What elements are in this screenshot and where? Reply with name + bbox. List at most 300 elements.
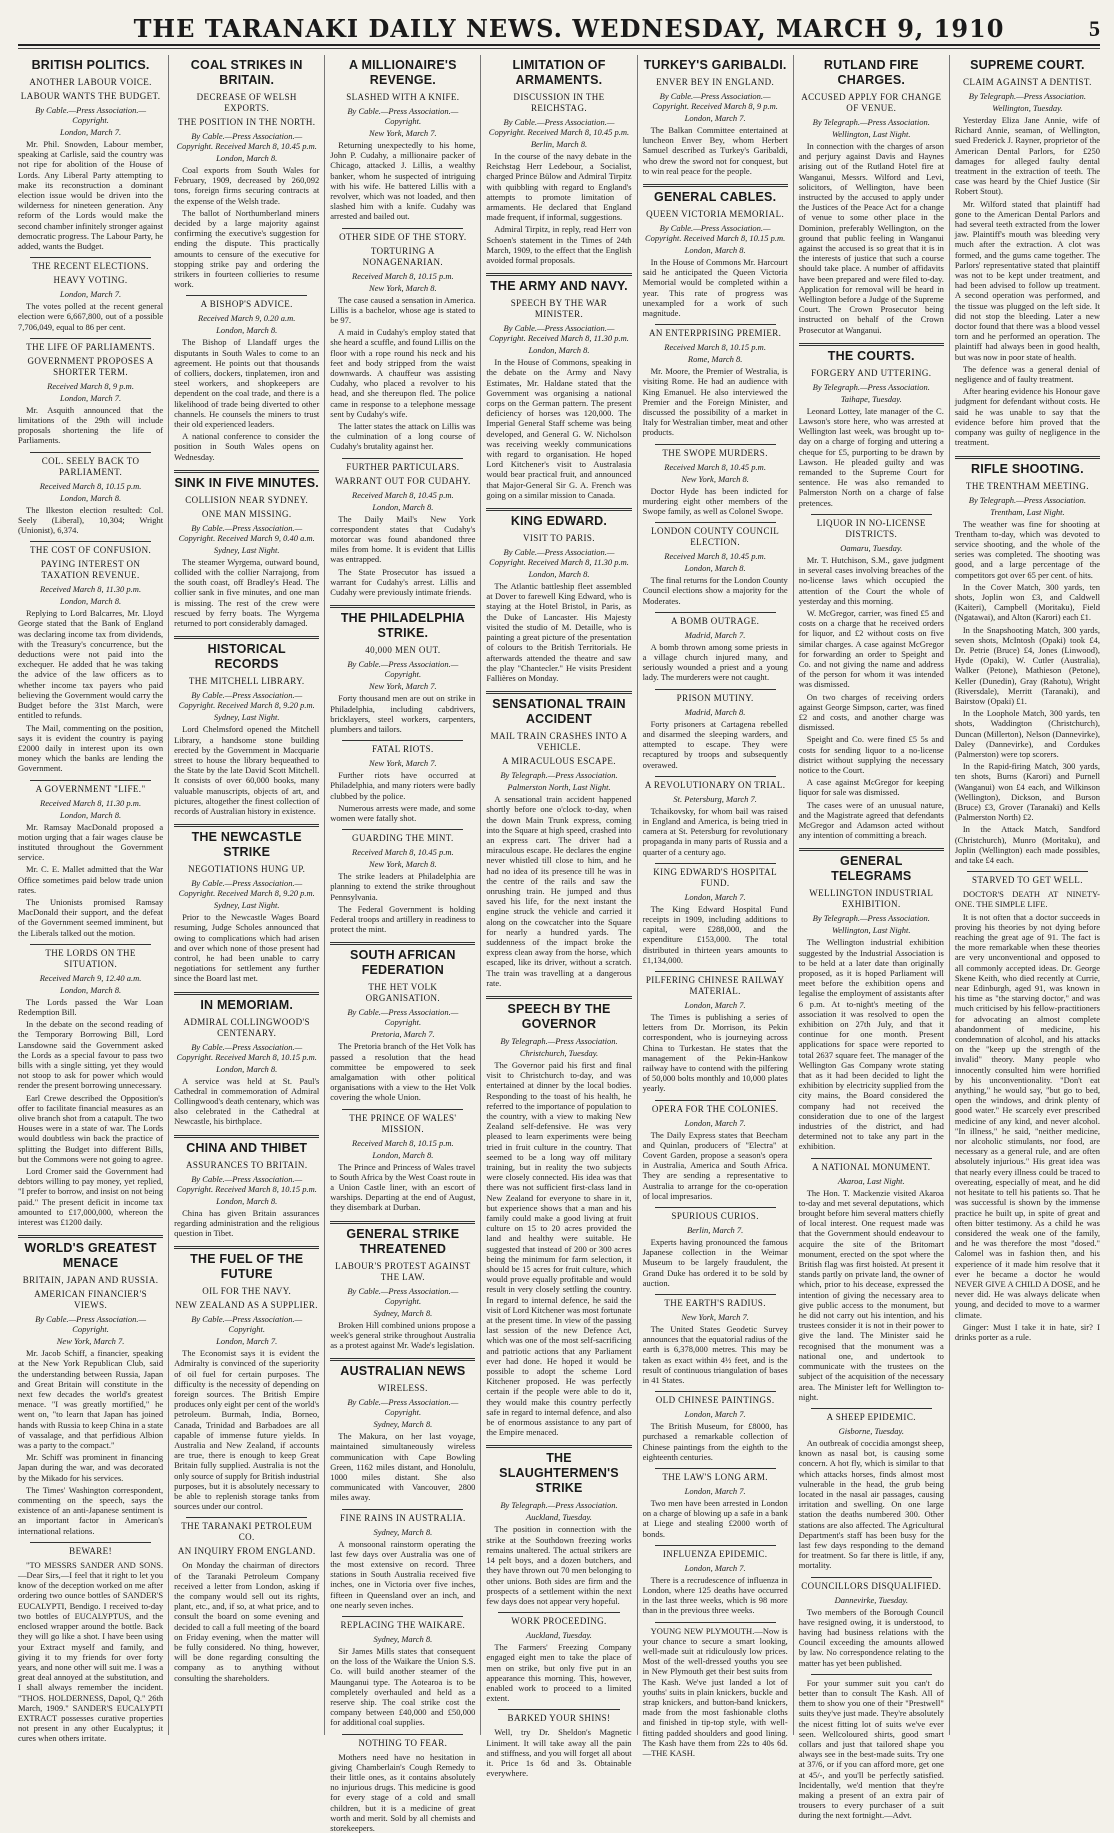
story-divider: [967, 871, 1088, 872]
article-subhead: HEAVY VOTING.: [53, 275, 128, 286]
article-paragraph: The Times is publishing a series of letters from Dr. Morrison, its Pekin correspondent, who is journeying across China to Turkestan. He states that the management of the Pekin-Hankow railway have to contend with the pilfering of 50,000 bolts monthly and 10,000 plates yearly.: [642, 1011, 788, 1094]
article-credit: By Cable.—Press Association.—Copyright.: [347, 1397, 459, 1418]
section-divider: [174, 1135, 319, 1138]
article-headline: THE NEWCASTLE STRIKE: [191, 830, 302, 860]
article-subhead: THE TARANAKI PETROLEUM CO.: [181, 1521, 313, 1543]
article-subhead: GUARDING THE MINT.: [352, 833, 454, 844]
article: [486, 691, 631, 988]
article: [799, 1674, 944, 1821]
article-headline: A MILLIONAIRE'S REVENGE.: [349, 58, 457, 87]
article-headline: GENERAL STRIKE THREATENED: [346, 1226, 460, 1256]
article-paragraph: The ballot of Northumberland miners decided by a large majority against confirming the executive's suggestion for ending the dispute. This practically amounts to censure of the executive for stopping strike pay and ordering the strikers in fourteen collieries to resume work.: [174, 207, 320, 290]
article-paragraph: The Daily Express states that Beecham and Quinlan, producers of "Electra" at Covent Garden, propose a season's opera in Australia, America and South Africa. They are sending a representative to Australia to arrange for the co-operation of local impresarios.: [642, 1129, 788, 1201]
article-subhead: A NATIONAL MONUMENT.: [812, 1161, 931, 1172]
article: [486, 1445, 631, 1606]
article-dateline: London, March 8.: [216, 325, 278, 336]
story-divider: [342, 829, 463, 830]
story-divider: [30, 338, 151, 339]
article-dateline: New York, March 7.: [369, 681, 437, 692]
article-credit: Received March 8, 10.45 p.m.: [352, 489, 454, 500]
article-dateline: New York, March 8.: [369, 859, 437, 870]
article: [174, 1517, 319, 1682]
article-paragraph: Speight and Co. were fined £5 5s and costs for sending liquor to a no-license district without supplying the necessary notice to the Court.: [798, 734, 944, 775]
article-paragraph: The Unionists promised Ramsay MacDonald their support, and the defeat of the Government seemed imminent, but the Liberals talked out the motion.: [18, 896, 164, 938]
article-paragraph: In the Snapshooting Match, 300 yards, seven shots, McIntosh (Opaki) took £4, Dr. Petrie (Bruce) £4, Jones (Linwood), Hyde (Opaki), W. Cutler (Australia), Walker (Petone), Mathieson (Petone), Keller (Dunedin), Gray (Rahotu), Wright (Riversdale), Merritt (Taranaki), and Bairstow (Opaki) £1.: [954, 624, 1100, 706]
article-paragraph: After hearing evidence his Honour gave judgment for defendant without costs. He said he was unable to say that the evidence before him proved that the company was guilty of negligence in the treatment.: [954, 386, 1100, 448]
article-paragraph: Forty thousand men are out on strike in Philadelphia, including cabdrivers, bricklayers, steel workers, carpenters, plumbers and tailors.: [330, 693, 476, 734]
article: [174, 636, 319, 816]
article: [799, 848, 944, 1151]
article-credit: By Telegraph.—Press Association.: [500, 1035, 618, 1046]
story-divider: [655, 1294, 776, 1295]
article-subhead: AN ENTERPRISING PREMIER.: [648, 328, 782, 339]
article-dateline: Christchurch, Tuesday.: [519, 1047, 599, 1058]
article-subhead: COLLISION NEAR SYDNEY.: [185, 494, 309, 505]
article-credit: By Cable.—Press Association.—Copyright.: [35, 1314, 147, 1335]
article-paragraph: Prior to the Newcastle Wages Board resuming, Judge Scholes announced that owing to complications which had arisen and over which none of those present had control, he had been unable to carry negotiations for settlement any further since the Board last met.: [174, 912, 320, 984]
story-divider: [655, 971, 776, 972]
article: [643, 689, 788, 770]
article-credit: Received March 8, 10.45 p.m.: [664, 551, 766, 562]
article-subhead: ADMIRAL COLLINGWOOD'S CENTENARY.: [183, 1016, 310, 1038]
article-paragraph: YOUNG NEW PLYMOUTH.—Now is your chance to secure a smart looking, well-made suit at ridiculously low prices. Most of the well-dressed youths you see in New Plymouth get their best suits from The Kash. We've just landed a lot of youths' suits in plain knickers, buckle and strap knickers, and button-band knickers, made from the most fashionable cloths and finished in tip-top style, with well-fitting padded shoulders and good lining. The Kash have them from 22s to 40s 6d.—THE KASH.: [642, 1625, 788, 1759]
story-divider: [186, 295, 307, 296]
section-divider: [486, 996, 631, 999]
column-5: [637, 55, 793, 1759]
article-subhead: THE EARTH'S RADIUS.: [664, 1298, 766, 1308]
article-paragraph: The strike leaders at Philadelphia are planning to extend the strike throughout Pennsylvania.: [330, 871, 476, 902]
article-paragraph: The final returns for the London County Council elections show a majority for the Moderates.: [642, 575, 788, 606]
article: [174, 58, 319, 289]
article-credit: By Cable.—Press Association.—Copyright. Received March 8, 11.30 p.m.: [489, 547, 629, 568]
article-subhead: INFLUENZA EPIDEMIC.: [662, 1548, 768, 1559]
column-1: [18, 55, 168, 1744]
section-divider: [18, 1235, 163, 1238]
article-subhead: 40,000 MEN OUT.: [365, 645, 441, 656]
article-credit: By Telegraph.—Press Association.: [968, 91, 1087, 101]
article-paragraph: Replying to Lord Balcarres, Mr. Lloyd George stated that the Bank of England was declaring income tax from dividends, with the Treasury's concurrence, but the deductions were not paid into the exchequer. He added that he was taking the advice of the law officers as to whether income tax payers who paid believing the Government would carry the Budget before the 31st March, were entitled to refunds.: [18, 608, 164, 721]
article-paragraph: The defence was a general denial of negligence and of faulty treatment.: [954, 363, 1100, 385]
article: [643, 863, 788, 965]
article: [330, 605, 475, 734]
article-subhead: PAYING INTEREST ON TAXATION REVENUE.: [40, 559, 141, 581]
article: [643, 1294, 788, 1385]
article-paragraph: Doctor Hyde has been indicted for murdering eight other members of the Swope family, as well as Colonel Swope.: [642, 485, 788, 517]
article-subhead: BEWARE!: [69, 1545, 112, 1556]
story-divider: [30, 944, 151, 945]
article: [643, 1207, 788, 1288]
article-paragraph: Leonard Lottey, late manager of the C. Lawson's store here, who was arrested at Wellington last week, was brought up to-day on a charge of forging and uttering a cheque for £5, purporting to be drawn by Lawson. He pleaded guilty and was remanded to the Supreme Court for sentence. He was also remanded to Palmerston North on a charge of false pretences.: [798, 405, 944, 508]
article-credit: Received March 8, 9 p.m.: [47, 380, 134, 391]
section-divider: [799, 343, 944, 346]
article-headline: SENSATIONAL TRAIN ACCIDENT: [492, 697, 626, 727]
column-4: [480, 55, 636, 1779]
story-divider: [342, 740, 463, 741]
story-divider: [30, 452, 151, 453]
article: [330, 1616, 475, 1728]
article-subhead: NEW ZEALAND AS A SUPPLIER.: [175, 1300, 318, 1311]
article-subhead: WELLINGTON INDUSTRIAL EXHIBITION.: [809, 888, 934, 910]
article-dateline: New York, March 8.: [681, 473, 749, 484]
story-divider: [811, 1408, 932, 1409]
article: [643, 1468, 788, 1539]
article-paragraph: The Hon. T. Mackenzie visited Akaroa to-day and met several deputations, which brought before him several matters chiefly of local interest. One request made was that the Government should endeavour to acquire the site of the Britomart monument, erected on the spot where the British flag was first hoisted. At present it stands partly on private land, the owner of which, prior to his decease, expressed the intention of giving the necessary area to give public access to the monument, but he did not carry out his intention, and his trustees consider it is not in their power to give the land. The Minister said he recognised that the monument was a national one, and undertook to communicate with the trustees on the subject of the acquisition of the necessary area. The Minister left for Wellington to-night.: [798, 1187, 944, 1402]
article-headline: SOUTH AFRICAN FEDERATION: [350, 948, 456, 978]
article-dateline: Sydney, March 8.: [373, 1307, 433, 1318]
story-divider: [342, 1734, 463, 1735]
article-dateline: London, March 8.: [684, 563, 746, 574]
section-divider: [174, 824, 319, 827]
article-paragraph: The Bishop of Llandaff urges the disputants in South Wales to come to an agreement. He points out that thousands of colliers, dockers, tinplatemen, iron and steel workers, and shopkeepers are dependent on the coal trade, and there is a likelihood of trade being diverted to other channels. He counsels the miners to trust their old experienced leaders.: [174, 337, 320, 430]
article: [643, 184, 788, 318]
article-subhead: MAIL TRAIN CRASHES INTO A VEHICLE.: [490, 731, 628, 753]
article-subhead: BRITAIN, JAPAN AND RUSSIA.: [22, 1275, 159, 1286]
article-paragraph: The Economist says it is evident the Admiralty is convinced of the superiority of oil fuel for certain purposes. The difficulty is the necessity of depending on foreign sources. The British Empire produces only eight per cent of the world's petroleum. Burmah, India, Borneo, Canada, Trinidad and Barbadoes are all capable of immense future yields. In Australia and New Zealand, if accounts are true, there is enough to keep Great Britain fully supplied. Australia is not the only source of supply for British industrial purposes, but it is absolutely necessary to be able to replenish storage tanks from sources under our control.: [174, 1348, 320, 1512]
article-headline: LIMITATION OF ARMAMENTS.: [512, 58, 606, 87]
article: [330, 1109, 475, 1213]
article-dateline: New York, March 7.: [56, 1336, 125, 1347]
article-headline: THE COURTS.: [827, 348, 915, 363]
article-credit: By Cable.—Press Association.—Copyright. Received March 9, 0.40 a.m.: [178, 522, 315, 543]
article-paragraph: The Makura, on her last voyage, maintained simultaneously wireless communication with Cape Bowling Green, 1162 miles distant, and Honolulu, 1000 miles distant. She also communicated with Vancouver, 2800 miles away.: [330, 1431, 476, 1503]
article: [799, 343, 944, 508]
article-headline: IN MEMORIAM.: [200, 997, 294, 1012]
article-subhead: AMERICAN FINANCIER'S VIEWS.: [34, 1289, 148, 1311]
article: [643, 612, 788, 683]
article-subhead: WIRELESS.: [377, 1383, 428, 1394]
article-subhead: KING EDWARD'S HOSPITAL FUND.: [653, 866, 777, 888]
article-subhead: OLD CHINESE PAINTINGS.: [655, 1395, 775, 1406]
article: [486, 273, 631, 500]
article-paragraph: In the course of the navy debate in the Reichstag Herr Ledebour, a Socialist, charged Prince Bülow and Admiral Tirpitz with quibbling with regard to England's attempts to promote limitation of armaments. He declared that England made frequent, if informal, suggestions.: [486, 151, 632, 223]
article: [18, 1542, 163, 1744]
article: [643, 58, 788, 176]
article-paragraph: The Daily Mail's New York correspondent states that Cudahy's motorcar was found abandoned three miles from home. It is evident that Lillis was entrapped.: [330, 513, 476, 565]
article-paragraph: In the Loophole Match, 300 yards, ten shots, Waddington (Christchurch), Duncan (Millerton), Nelson (Dannevirke), Daley (Dannevirke), and Cordukes (Palmerston) were top scorers.: [954, 708, 1100, 759]
article-subhead: WORK PROCEEDING.: [511, 1616, 607, 1627]
article-subhead: OPERA FOR THE COLONIES.: [651, 1103, 779, 1114]
article: [174, 992, 319, 1127]
article-paragraph: The Governor paid his first and final visit to Christchurch to-day, and was entertained at dinner by the local bodies. Responding to the toast of his health, he referred to the importance of population to the country, with a view to making New Zealand self-defensive. He was very pleased to learn experiments were being tried in fruit culture in the country. That seemed to be a long way off military training, but in reality the two subjects were closely connected. His idea was that there was not sufficient first-class land in New Zealand for everyone to share in it, but experience shows that a man and his family could make a good living at fruit culture on 15 to 20 acres provided the land and healthy were suitable. He suggested that instead of 200 or 300 acres being the minimum for farm selection, it should be 15 acres for fruit culture, which would prove equally profitable and would result in very closely settling the country. In regard to internal defence, he said the visit of Lord Kitchener was most fortunate at the present time. In view of the passing last session of the new Defence Act, which was one of the most self-sacrificing and patriotic actions that any Parliament ever had done. He hoped it would be possible to adopt the scheme Lord Kitchener proposed. He was perfectly certain if the people were able to do it, they would make this country perfectly safe in regard to internal defence, and also be of enormous assistance to any part of the Empire menaced.: [486, 1059, 632, 1438]
article-credit: Received March 8, 10.15 p.m.: [664, 342, 766, 353]
article-subhead: ANOTHER LABOUR VOICE.: [29, 77, 152, 87]
article-subhead: ACCUSED APPLY FOR CHANGE OF VENUE.: [801, 92, 942, 113]
article: [330, 1509, 475, 1610]
story-divider: [655, 444, 776, 445]
article: [799, 1408, 944, 1571]
article-dateline: Oamaru, Tuesday.: [840, 542, 903, 553]
article-paragraph: A service was held at St. Paul's Cathedral in commemoration of Admiral Collingwood's death centenary, which was also celebrated in the Cathedral at Newcastle, his birthplace.: [174, 1075, 320, 1127]
story-divider: [498, 1612, 619, 1613]
article: [18, 338, 163, 446]
article-credit: By Cable.—Press Association.—Copyright. Received March 8, 10.45 p.m.: [176, 131, 317, 151]
article-dateline: London, March 8.: [60, 984, 122, 995]
article-dateline: London, March 7.: [684, 1409, 746, 1420]
article: [643, 1100, 788, 1201]
article-paragraph: The King Edward Hospital Fund receipts in 1909, including additions to capital, were £288,000, and the expenditure £153,000. The total distributed in thirteen years amounts to £1,134,000.: [642, 903, 788, 965]
article-paragraph: In the House of Commons Mr. Harcourt said he anticipated the Queen Victoria Memorial would be completed within a year. This rate of progress was unexampled for a work of such magnitude.: [642, 257, 788, 319]
article-paragraph: Numerous arrests were made, and some women were fatally shot.: [330, 802, 476, 823]
article-credit: By Cable.—Press Association.—Copyright. Received March 8, 9.20 p.m.: [178, 878, 315, 899]
article: [643, 1545, 788, 1616]
article-subhead: A SHEEP EPIDEMIC.: [826, 1411, 916, 1422]
article-dateline: London, March 8.: [60, 596, 122, 607]
article-paragraph: The Farmers' Freezing Company engaged eight men to take the place of men on strike, but only five put in an appearance this morning. This, however, enabled work to proceed to a limited extent.: [486, 1642, 632, 1704]
story-divider: [655, 689, 776, 690]
article-subhead: THE LIFE OF PARLIAMENTS.: [26, 341, 155, 352]
masthead-rule: [18, 48, 1100, 49]
article-subhead: NOTHING TO FEAR.: [358, 1737, 448, 1748]
article-dateline: Sydney, March 8.: [373, 1634, 433, 1645]
article-dateline: London, March 7.: [684, 113, 746, 123]
article: [955, 58, 1100, 448]
article-subhead: SLASHED WITH A KNIFE.: [346, 92, 460, 102]
article-dateline: Sydney, Last Night.: [213, 712, 280, 723]
article-subhead: FORGERY AND UTTERING.: [811, 367, 932, 378]
column-3: [324, 55, 480, 1833]
article-paragraph: The Wellington industrial exhibition suggested by the Industrial Association is to be held at a later date than originally proposed, as it is hoped Parliament will meet before the exhibition opens and legalise the employment of assistants after 6 p.m. At to-night's meeting of the association it was resolved to open the exhibition on 27th July, and that it continue for one month. Present applications for space were reported to total 2637 square feet. The manager of the Wellington Gas Company wrote stating that as it had been decided to light the exhibition by electricity supplied from the city mains, the Board considered the company had not received the consideration due to one of the largest industries of the district, and had determined not to take any part in the exhibition.: [798, 937, 944, 1152]
article-paragraph: Well, try Dr. Sheldon's Magnetic Liniment. It will take away all the pain and stiffness, and you will forget all about it. Price 1s 6d and 3s. Obtainable everywhere.: [486, 1727, 632, 1779]
article-paragraph: On two charges of receiving orders against George Simpson, carter, was fined £2 and costs, and another charge was dismissed.: [798, 691, 944, 733]
article-dateline: London, March 8.: [684, 245, 746, 256]
article-dateline: London, March 8.: [60, 809, 122, 820]
article-dateline: Sydney, Last Night.: [213, 900, 280, 911]
article-credit: By Cable.—Press Association.—Copyright.: [35, 105, 147, 125]
article-dateline: Wellington, Tuesday.: [992, 103, 1063, 113]
article-paragraph: Tchaikovsky, for whom bail was raised in England and America, is being tried in camera at St. Petersburg for revolutionary propaganda in many parts of Russia and a quarter of a century ago.: [642, 805, 788, 857]
column-6: [793, 55, 949, 1821]
article-subhead: PILFERING CHINESE RAILWAY MATERIAL.: [645, 974, 785, 996]
article: [18, 1235, 163, 1536]
article-paragraph: Mr. T. Hutchison, S.M., gave judgment in several cases involving breaches of the no-license laws which occupied the attention of the Court the whole of yesterday and this morning.: [798, 554, 944, 606]
article-paragraph: Two men have been arrested in London on a charge of blowing up a safe in a bank at Liege and stealing £2000 worth of bonds.: [642, 1498, 788, 1539]
article-credit: Received March 8, 10.15 p.m.: [352, 270, 454, 281]
story-divider: [655, 1468, 776, 1469]
article-subhead: THE LORDS ON THE SITUATION.: [45, 947, 136, 969]
article-credit: By Cable.—Press Association.—Copyright. Received March 8, 9.20 p.m.: [178, 690, 315, 711]
article-subhead: THE COST OF CONFUSION.: [29, 545, 152, 556]
article: [643, 522, 788, 606]
article: [174, 1246, 319, 1511]
story-divider: [30, 780, 151, 781]
story-divider: [811, 1577, 932, 1578]
article-dateline: London, March 8.: [216, 1063, 278, 1074]
article-headline: THE FUEL OF THE FUTURE: [190, 1252, 304, 1282]
article-dateline: Sydney, Last Night.: [213, 544, 280, 555]
article-paragraph: China has given Britain assurances regarding administration and the religious question in Tibet.: [174, 1207, 320, 1238]
article: [486, 1612, 631, 1703]
section-divider: [174, 1246, 319, 1249]
article: [799, 58, 944, 335]
article: [18, 58, 163, 251]
article-subhead: VISIT TO PARIS.: [523, 533, 595, 544]
article-paragraph: The weather was fine for shooting at Trentham to-day, which was devoted to service shooting, and the whole of the series was completed. The shooting was good, and a large percentage of the competitors got over 65 per cent. of hits.: [954, 518, 1100, 580]
article-paragraph: The Mail, commenting on the position, says it is evident the country is paying £2000 daily in interest upon its own money which the banks are lending the Government.: [18, 722, 164, 774]
article-subhead: PRISON MUTINY.: [676, 692, 754, 703]
article-paragraph: Mr. Asquith announced that the limitations of the 29th will include proposals shortening the life of Parliaments.: [18, 404, 164, 446]
article-paragraph: The position in connection with the strike at the Southdown freezing works remains unaltered. The actual strikers are 14 pelt boys, and a dozen butchers, and they have thrown out 70 men belonging to other unions. Both sides are firm and the prospects of a settlement within the next few days does not appear very hopeful.: [486, 1524, 632, 1606]
article-credit: By Telegraph.—Press Association.: [812, 117, 930, 127]
article-paragraph: Lord Chelmsford opened the Mitchell Library, a handsome stone building erected by the Government in Macquarie street to house the library bequeathed to the State by the late David Scott Mitchell. It consists of over 60,000 books, many valuable manuscripts, objects of art, and pictures, altogether the finest collection of records of Australian history in existence.: [174, 724, 320, 816]
article-subhead: A BOMB OUTRAGE.: [671, 615, 760, 626]
column-2: [168, 55, 324, 1735]
article-credit: By Cable.—Press Association.—Copyright. Received March 8, 10.15 p.m.: [644, 223, 786, 244]
section-divider: [799, 848, 944, 851]
article-dateline: Trentham, Last Night.: [990, 506, 1065, 517]
article: [643, 971, 788, 1094]
story-divider: [655, 776, 776, 777]
article-credit: By Cable.—Press Association.—Copyright.: [347, 659, 459, 680]
article-subhead: BARKED YOUR SHINS!: [507, 1713, 611, 1724]
article-credit: By Telegraph.—Press Association.: [968, 494, 1087, 505]
article-subhead: ASSURANCES TO BRITAIN.: [185, 1159, 308, 1170]
article-dateline: London, March 7.: [684, 999, 746, 1010]
article-subhead: COL. SEELY BACK TO PARLIAMENT.: [41, 455, 140, 477]
article-subhead: A MIRACULOUS ESCAPE.: [502, 756, 616, 767]
article: [330, 942, 475, 1102]
article-paragraph: The Federal Government is holding Federal troops and artillery in readiness to protect the mint.: [330, 903, 476, 935]
story-divider: [30, 1542, 151, 1543]
article-paragraph: Mr. Moore, the Premier of Westralia, is visiting Rome. He had an audience with King Emanuel. He also interviewed the Premier and the Foreign Minister, and discussed the possibility of a market in Italy for Westralian timber, meat and other products.: [642, 366, 788, 438]
article: [174, 470, 319, 628]
article-dateline: London, March 7.: [684, 891, 746, 902]
article-subhead: FINE RAINS IN AUSTRALIA.: [340, 1512, 466, 1523]
article-dateline: London, March 7.: [684, 1486, 746, 1497]
story-divider: [655, 612, 776, 613]
article: [330, 1221, 475, 1351]
article: [330, 228, 475, 452]
article-dateline: Auckland, Tuesday.: [526, 1630, 592, 1641]
article-credit: By Cable.—Press Association.—Copyright. Received March 8, 10.45 p.m.: [488, 117, 630, 137]
article-paragraph: Lord Cromer said the Government had debtors willing to pay money, yet replied, "I prefer to borrow, and insist on not being paid." The present deficit in income tax amounted to £17,000,000, whereon the interest was £1200 daily.: [18, 1166, 164, 1228]
article-paragraph: A maid in Cudahy's employ stated that she heard a scuffle, and found Lillis on the floor with a rope round his neck and his feet and body stripped from the waist downwards. A chauffeur was assisting Cudahy, who placed a revolver to his head, and she thereupon fled. The police came in response to a telephone message sent by Cudahy's wife.: [330, 327, 476, 419]
article-paragraph: The Atlantic battleship fleet assembled at Dover to farewell King Edward, who is staying at the Hotel Bristol, in Paris, as the Duke of Lancaster. His Majesty visited the studio of M. Detaille, who is painting a great picture of the presentation of colours to the British Territorials. He afterwards attended the theatre and saw the play "Chantecler." He visits President Fallières on Monday.: [486, 581, 632, 683]
article-credit: By Cable.—Press Association.—Copyright.: [347, 106, 459, 126]
article-dateline: London, March 7.: [60, 289, 122, 300]
article-subhead: SPEECH BY THE WAR MINISTER.: [510, 298, 608, 320]
article-headline: BRITISH POLITICS.: [31, 58, 150, 72]
story-divider: [655, 324, 776, 325]
article-dateline: New York, March 7.: [369, 758, 437, 769]
article-headline: KING EDWARD.: [510, 514, 608, 529]
article-credit: By Cable.—Press Association.—Copyright.: [191, 1314, 303, 1335]
article-subhead: OTHER SIDE OF THE STORY.: [339, 231, 467, 242]
article-subhead: STARVED TO GET WELL.: [971, 875, 1083, 886]
article-paragraph: W. McGregor, carrier, was fined £5 and costs on a charge that he received orders for liquor, and £2 without costs on five similar charges. A case against McGregor for forwarding an order to Speight and Co. and not giving the name and address of the person for whom it was intended was dismissed.: [798, 607, 944, 690]
article-headline: RUTLAND FIRE CHARGES.: [823, 58, 919, 87]
article-subhead: A REVOLUTIONARY ON TRIAL.: [644, 779, 786, 790]
article-paragraph: In the Rapid-firing Match, 300 yards, ten shots, Burns (Karori) and Purnell (Wanganui) won £4 each, and Wilkinson (Wellington), Dickson, and Burson (Bruce) £3, Grover (Taranaki) and Kells (Palmerston North) £2.: [954, 761, 1100, 823]
article-dateline: London, March 7.: [684, 1117, 746, 1128]
article-paragraph: An outbreak of coccidia amongst sheep, known as nasal bot, is causing some concern. A hot fly, which is similar to that which attacks horses, finds almost most vulnerable in the head, the grub being located in the nasal air passages, causing irritation and swelling. On one large station the deaths numbered 300. Other stations are also affected. The Agricultural Department's staff has been busy for the last few days responding to the demand for treatment. So far there is little, if any, mortality.: [798, 1437, 944, 1571]
article-subhead: WARRANT OUT FOR CUDAHY.: [334, 475, 471, 486]
article-paragraph: Mothers need have no hesitation in giving Chamberlain's Cough Remedy to their little ones, as it contains absolutely no injurious drugs. This medicine is good for every stage of a cold and small children, but it is a medicine of great worth and merit. Sold by all chemists and storekeepers.: [330, 1751, 476, 1833]
article-headline: HISTORICAL RECORDS: [207, 642, 286, 672]
article-subhead: FURTHER PARTICULARS.: [346, 461, 460, 472]
article-headline: SPEECH BY THE GOVERNOR: [507, 1001, 611, 1031]
article: [330, 1358, 475, 1502]
story-divider: [342, 228, 463, 229]
article-paragraph: DOCTOR'S DEATH AT NINETY-ONE. THE SIMPLE LIFE.: [954, 889, 1100, 910]
article: [643, 1622, 788, 1759]
article-dateline: Wellington, Last Night.: [831, 129, 911, 139]
article-credit: Received March 8, 10.45 p.m.: [352, 847, 454, 858]
article: [643, 776, 788, 857]
article-paragraph: Mr. Phil. Snowden, Labour member, speaking at Carlisle, said the country was not ripe for abolition of the House of Lords. Any Liberal Party attempting to make its reconstruction a dominant election issue would be driven into the wilderness for nineteen generation. Any reform of the Lords would make the second chamber infinitely stronger against democratic progress. The Labour Party, he added, wants the Budget.: [18, 139, 164, 252]
section-divider: [643, 184, 788, 187]
article-dateline: Auckland, Tuesday.: [526, 1512, 592, 1523]
article-headline: AUSTRALIAN NEWS: [340, 1364, 466, 1379]
article-paragraph: A bomb thrown among some priests in a village church injured many, and seriously wounded a priest and a young lady. The murderers were not caught.: [642, 641, 788, 683]
article-paragraph: The case caused a sensation in America. Lillis is a bachelor, whose age is stated to be 97.: [330, 294, 476, 326]
article-paragraph: The votes polled at the recent general election were 6,667,800, out of a possible 7,706,049, equal to 86 per cent.: [18, 301, 164, 332]
section-divider: [330, 605, 475, 608]
article: [174, 295, 319, 461]
article-dateline: Taihape, Tuesday.: [840, 393, 902, 404]
article-credit: By Telegraph.—Press Association.: [812, 913, 930, 924]
article-paragraph: Yesterday Eliza Jane Annie, wife of Richard Annie, seaman, of Wellington, sued Frederick J. Rayner, proprietor of the American Dental Parlors, for £250 damages for alleged faulty dental treatment in the extraction of teeth. The case was heard by the Chief Justice (Sir Robert Stout).: [954, 115, 1100, 197]
story-divider: [655, 1622, 776, 1623]
article: [18, 780, 163, 938]
article-subhead: LIQUOR IN NO-LICENSE DISTRICTS.: [816, 517, 926, 539]
article-subhead: FATAL RIOTS.: [372, 744, 434, 755]
article-paragraph: The Ilkeston election resulted: Col. Seely (Liberal), 10,304; Wright (Unionist), 6,374.: [18, 504, 164, 536]
article-credit: By Telegraph.—Press Association.: [500, 1500, 618, 1511]
article-dateline: Dannevirke, Tuesday.: [834, 1594, 908, 1605]
section-divider: [486, 691, 631, 694]
masthead: [18, 8, 1100, 46]
article-paragraph: A monsoonal rainstorm operating the last few days over Australia was one of the most extensive on record. Three stations in South Australia received five inches, one in Victoria over five inches, fifteen in Queensland over an inch, and one nearly seven inches.: [330, 1538, 476, 1610]
article: [486, 508, 631, 683]
article-subhead: THE MITCHELL LIBRARY.: [188, 676, 305, 687]
article-subhead: THE POSITION IN THE NORTH.: [177, 117, 316, 127]
article-dateline: Rome, March 8.: [687, 354, 743, 365]
article-dateline: Berlin, March 7.: [686, 1224, 744, 1235]
article-dateline: Madrid, March 8.: [684, 706, 746, 717]
article-paragraph: Experts having pronounced the famous Japanese collection in the Weimar Museum to be largely fraudulent, the Grand Duke has ordered it to be sold by auction.: [642, 1236, 788, 1288]
story-divider: [342, 458, 463, 459]
article-paragraph: On Monday the chairman of directors of the Taranaki Petroleum Company received a letter from London, asking if the company would sell out its rights, plant, etc., and, if so, at what price, and to consult the board on some evening and decided to call a full meeting of the board on Friday evening, when the matter will be fully considered. No thing, however, will be done regarding consulting the company as to anything without consulting the shareholders.: [174, 1560, 320, 1683]
article: [799, 514, 944, 840]
article-credit: Received March 8, 11.30 p.m.: [40, 584, 142, 595]
article-headline: WORLD'S GREATEST MENACE: [24, 1241, 157, 1271]
article-dateline: Sydney, March 8.: [373, 1419, 433, 1430]
article-subhead: LABOUR'S PROTEST AGAINST THE LAW.: [335, 1260, 471, 1282]
article-subhead: CLAIM AGAINST A DENTIST.: [963, 77, 1092, 87]
article: [330, 829, 475, 934]
article-credit: Received March 8, 10.15 p.m.: [39, 480, 142, 491]
article: [174, 1135, 319, 1239]
article-dateline: Madrid, March 7.: [684, 629, 746, 640]
article-subhead: THE TRENTHAM MEETING.: [965, 480, 1089, 491]
article-paragraph: Forty prisoners at Cartagena rebelled and disarmed the sleeping warders, and attempted to escape. They were recaptured by troops and subsequently overawed.: [642, 718, 788, 770]
article-paragraph: In the debate on the second reading of the Temporary Borrowing Bill, Lord Lansdowne said the Government asked the Lords as a special favour to pass two bills with a single sitting, yet they would not stoop to ask for power which would render the present borrowing unnecessary.: [18, 1019, 164, 1091]
article-paragraph: Earl Crewe described the Opposition's offer to facilitate financial measures as an olive branch shot from a catapult. The two Houses were in a state of war. The Lords would doubtless win back the practice of splitting the Budget into different Bills, but the Commons were not going to agree.: [18, 1092, 164, 1164]
section-divider: [174, 636, 319, 639]
article-dateline: London, March 8.: [528, 569, 590, 580]
article: [330, 458, 475, 598]
article-dateline: St. Petersburg, March 7.: [673, 793, 757, 804]
article: [643, 444, 788, 517]
article-subhead: LONDON COUNTY COUNCIL ELECTION.: [651, 526, 780, 548]
article-dateline: London, March 8.: [372, 1149, 434, 1160]
story-divider: [342, 1109, 463, 1110]
article-headline: COAL STRIKES IN BRITAIN.: [190, 58, 303, 87]
article-subhead: TORTURING A NONAGENARIAN.: [362, 245, 444, 267]
article-paragraph: In the Cover Match, 300 yards, ten shots, Joplin won £3, and Caldwell (Kaiteri), Campbell (Moritaku), Field (Ngatawai), and Alton (Karori) each £1.: [954, 581, 1100, 623]
article: [486, 1709, 631, 1778]
article-headline: GENERAL CABLES.: [654, 190, 777, 205]
